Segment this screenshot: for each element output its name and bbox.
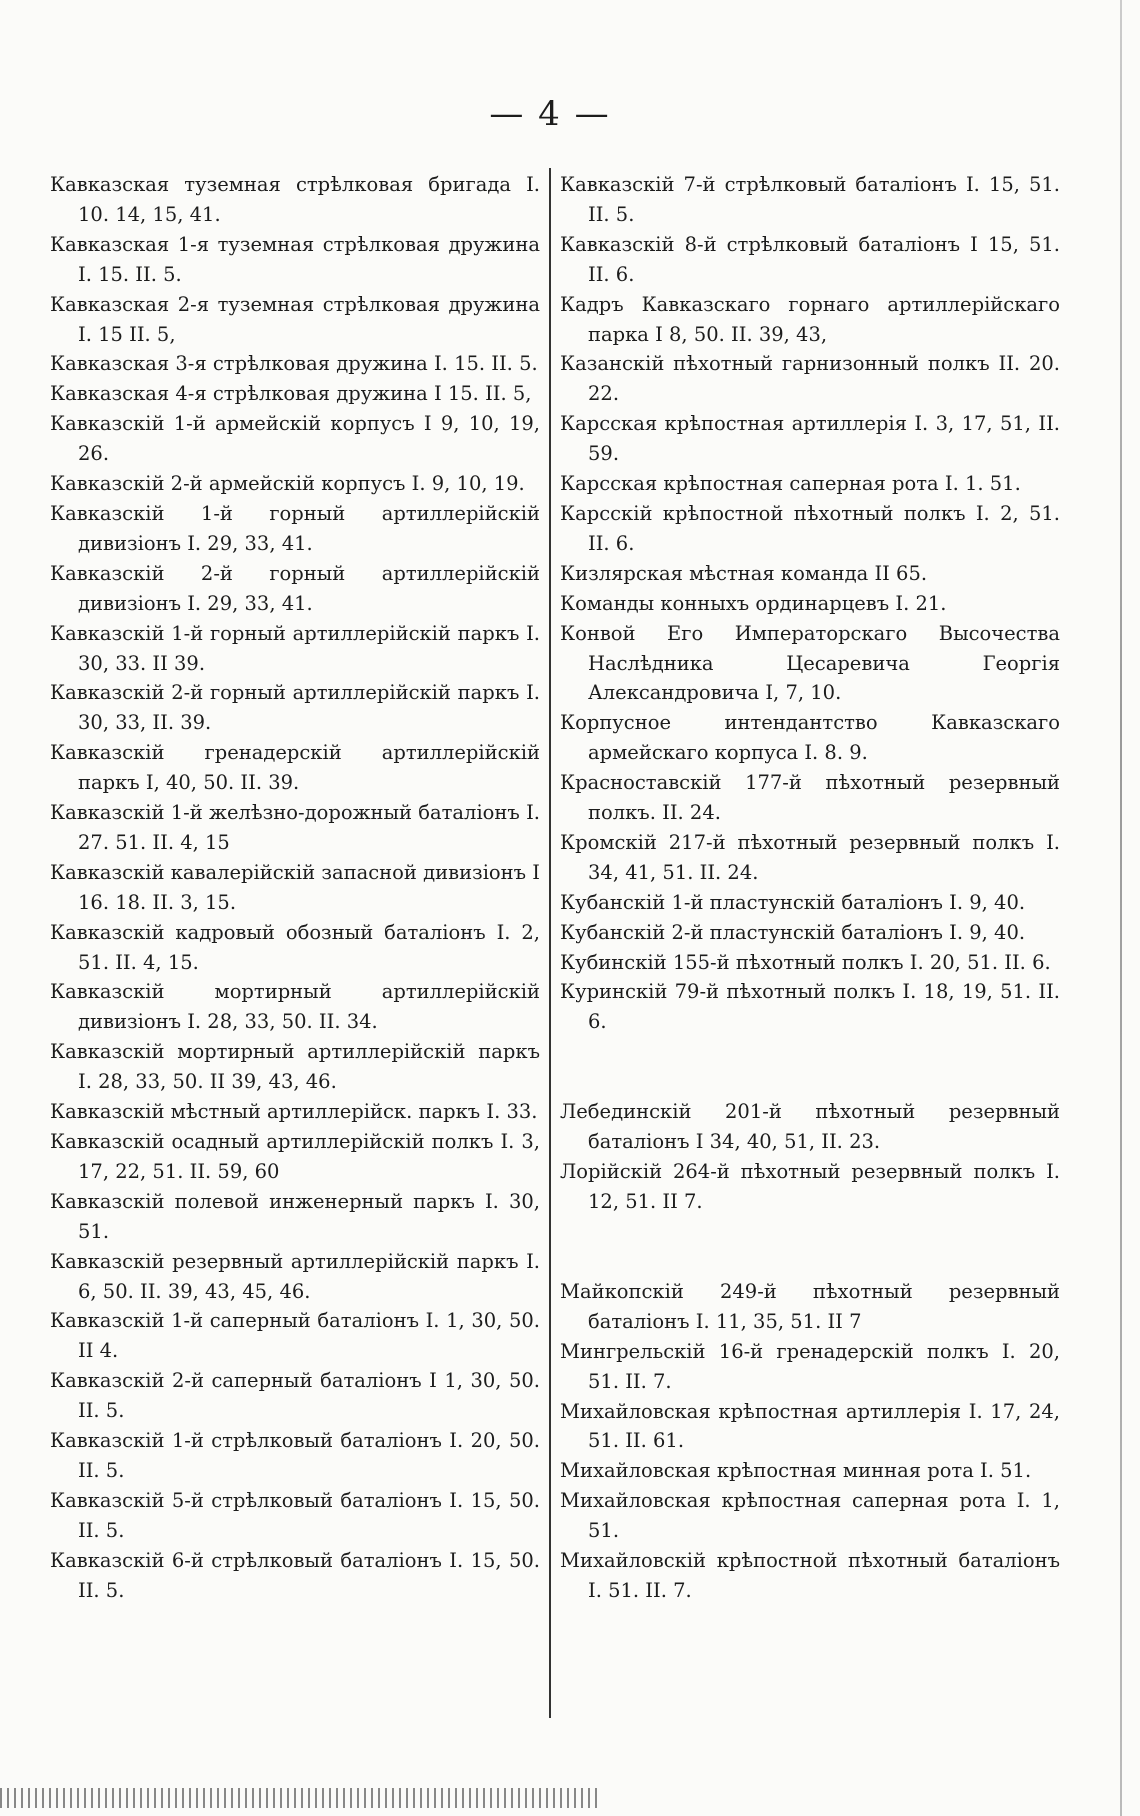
index-entry: Майкопскій 249-й пѣхотный резервный баталіонъ I. 11, 35, 51. II 7 (560, 1279, 1060, 1333)
index-entry: Кубанскій 1-й пластунскій баталіонъ I. 9, 40. (560, 890, 1026, 914)
index-entry: Кавказскій 1-й саперный баталіонъ I. 1, 30, 50. II 4. (50, 1309, 540, 1363)
index-entry: Лебединскій 201-й пѣхотный резервный баталіонъ I 34, 40, 51, II. 23. (560, 1100, 1060, 1154)
page-edge-mark (1120, 0, 1122, 1816)
index-entry: Кавказскій 1-й стрѣлковый баталіонъ I. 20, 50. II. 5. (50, 1429, 540, 1482)
index-entry: Команды конныхъ ординарцевъ I. 21. (560, 591, 947, 615)
index-entry: Кавказскій мѣстный артиллерійск. паркъ I. 33. (50, 1100, 538, 1124)
index-entry: Кромскій 217-й пѣхотный резервный полкъ I. 34, 41, 51. II. 24. (560, 830, 1060, 884)
index-entry: Кавказскій 1-й горный артиллерійскій паркъ I. 30, 33. II 39. (50, 621, 540, 675)
index-entry: Кавказскій кавалерійскій запасной дивизіонъ I 16. 18. II. 3, 15. (50, 860, 540, 914)
index-entry: Кавказскій 5-й стрѣлковый баталіонъ I. 15, 50. II. 5. (50, 1488, 540, 1542)
index-entry: Кавказскій 1-й желѣзно-дорожный баталіонъ I. 27. 51. II. 4, 15 (50, 801, 540, 854)
index-entry: Кавказскій 2-й горный артиллерійскій паркъ I. 30, 33, II. 39. (50, 681, 540, 735)
index-entry: Кавказскій 6-й стрѣлковый баталіонъ I. 15, 50. II. 5. (50, 1548, 540, 1602)
right-column (560, 170, 1060, 1606)
index-entry: Карсскій крѣпостной пѣхотный полкъ I. 2, 51. II. 6. (560, 501, 1060, 555)
index-entry: Кавказскій мортирный артиллерійскій паркъ I. 28, 33, 50. II 39, 43, 46. (50, 1040, 540, 1094)
index-entry: Куринскій 79-й пѣхотный полкъ I. 18, 19, 51. II. 6. (560, 980, 1060, 1034)
index-entry: Кавказская туземная стрѣлковая бригада I. 10. 14, 15, 41. (50, 173, 540, 226)
index-entry: Карсская крѣпостная саперная рота I. 1. 51. (560, 472, 1021, 496)
index-entry: Михайловская крѣпостная саперная рота I. 1, 51. (560, 1489, 1060, 1543)
index-entry: Кавказскій кадровый обозный баталіонъ I. 2, 51. II. 4, 15. (50, 920, 540, 974)
index-entry: Красноставскій 177-й пѣхотный резервный полкъ. II. 24. (560, 771, 1060, 825)
index-entry: Кавказскій резервный артиллерійскій паркъ I. 6, 50. II. 39, 43, 45, 46. (50, 1249, 540, 1303)
index-entry: Кавказскій мортирный артиллерійскій дивизіонъ I. 28, 33, 50. II. 34. (50, 980, 540, 1034)
index-entry: Кадръ Кавказскаго горнаго артиллерійскаго парка I 8, 50. II. 39, 43, (560, 292, 1060, 346)
index-entry: Кавказская 3-я стрѣлковая дружина I. 15. II. 5. (50, 352, 538, 376)
index-entry: Кавказскій полевой инженерный паркъ I. 30, 51. (50, 1189, 540, 1243)
index-entry: Конвой Его Императорскаго Высочества Наслѣдника Цесаревича Георгія Александровича I, 7, 10. (560, 621, 1060, 705)
index-entry: Корпусное интендантство Кавказскаго армейскаго корпуса I. 8. 9. (560, 711, 1060, 765)
index-entry: Кавказскій 2-й армейскій корпусъ I. 9, 10, 19. (50, 472, 525, 496)
index-entry: Кавказскій 1-й армейскій корпусъ I 9, 10, 19, 26. (50, 412, 540, 466)
index-entry: Кавказскій осадный артиллерійскій полкъ I. 3, 17, 22, 51. II. 59, 60 (50, 1130, 540, 1183)
index-entry: Кавказская 2-я туземная стрѣлковая дружина I. 15 II. 5, (50, 292, 540, 346)
index-entry: Лорійскій 264-й пѣхотный резервный полкъ I. 12, 51. II 7. (560, 1160, 1060, 1213)
index-entry: Кизлярская мѣстная команда II 65. (560, 561, 928, 585)
letter-gap (560, 1217, 1060, 1277)
letter-gap (560, 1037, 1060, 1097)
index-entry: Кубанскій 2-й пластунскій баталіонъ I. 9, 40. (560, 920, 1026, 944)
page-number: — 4 — (489, 94, 611, 134)
index-entry: Кавказскій 7-й стрѣлковый баталіонъ I. 15, 51. II. 5. (560, 173, 1060, 226)
index-entry: Кубинскій 155-й пѣхотный полкъ I. 20, 51. II. 6. (560, 950, 1051, 974)
index-entry: Кавказскій гренадерскій артиллерійскій паркъ I, 40, 50. II. 39. (50, 741, 540, 795)
index-entry: Карсская крѣпостная артиллерія I. 3, 17, 51, II. 59. (560, 412, 1060, 466)
index-entry: Михайловская крѣпостная минная рота I. 51. (560, 1459, 1032, 1483)
index-entry: Михайловскій крѣпостной пѣхотный баталіонъ I. 51. II. 7. (560, 1549, 1060, 1602)
index-entry: Мингрельскій 16-й гренадерскій полкъ I. 20, 51. II. 7. (560, 1339, 1060, 1393)
index-entry: Кавказская 4-я стрѣлковая дружина I 15. II. 5, (50, 382, 532, 406)
index-entry: Кавказская 1-я туземная стрѣлковая дружина I. 15. II. 5. (50, 232, 540, 286)
column-divider (549, 168, 551, 1718)
scan-edge-artifact (0, 1788, 600, 1808)
index-entry: Кавказскій 2-й саперный баталіонъ I 1, 30, 50. II. 5. (50, 1369, 540, 1423)
index-entry: Михайловская крѣпостная артиллерія I. 17, 24, 51. II. 61. (560, 1399, 1060, 1453)
index-entry: Казанскій пѣхотный гарнизонный полкъ II. 20. 22. (560, 352, 1060, 406)
index-entry: Кавказскій 8-й стрѣлковый баталіонъ I 15, 51. II. 6. (560, 232, 1060, 286)
left-column (50, 170, 540, 1606)
index-entry: Кавказскій 2-й горный артиллерійскій дивизіонъ I. 29, 33, 41. (50, 561, 540, 615)
index-entry: Кавказскій 1-й горный артиллерійскій дивизіонъ I. 29, 33, 41. (50, 501, 540, 555)
